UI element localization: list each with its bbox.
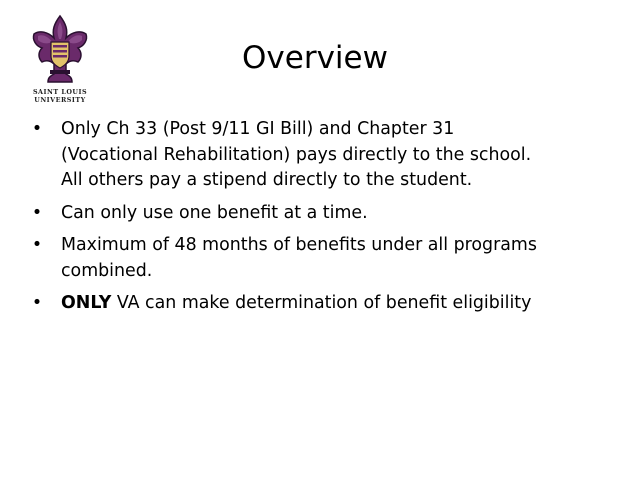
bullet-line	[61, 291, 628, 317]
bullet-line: combined.	[61, 260, 153, 281]
bullet-line: Maximum of 48 months of benefits under all programs	[61, 235, 537, 255]
bullet-dot-icon: •	[31, 293, 43, 313]
bullet-dot-icon: •	[31, 202, 43, 223]
slide-title: Overview	[242, 40, 388, 76]
logo-line-1: SAINT LOUIS	[32, 88, 88, 96]
bullet-dot-icon: •	[31, 119, 43, 139]
emphasis-only: ONLY	[61, 293, 112, 313]
fleur-de-lis-crest-icon	[30, 14, 90, 88]
bullet-line: All others pay a stipend directly to the student.	[61, 170, 473, 190]
bullet-text: VA can make determination of benefit eligibility	[111, 293, 532, 313]
bullet-item	[28, 291, 628, 317]
bullet-line: Can only use one benefit at a time.	[61, 202, 368, 223]
logo-wordmark	[30, 89, 90, 104]
university-logo	[30, 14, 90, 106]
bullet-list	[28, 117, 628, 324]
bullet-line: (Vocational Rehabilitation) pays directly to the school.	[61, 144, 532, 165]
logo-line-2: UNIVERSITY	[34, 95, 86, 104]
bullet-item	[28, 233, 628, 284]
bullet-line: Only Ch 33 (Post 9/11 GI Bill) and Chapter 31	[61, 119, 455, 139]
bullet-item	[28, 201, 628, 227]
bullet-item	[28, 117, 628, 194]
bullet-dot-icon: •	[31, 235, 43, 255]
